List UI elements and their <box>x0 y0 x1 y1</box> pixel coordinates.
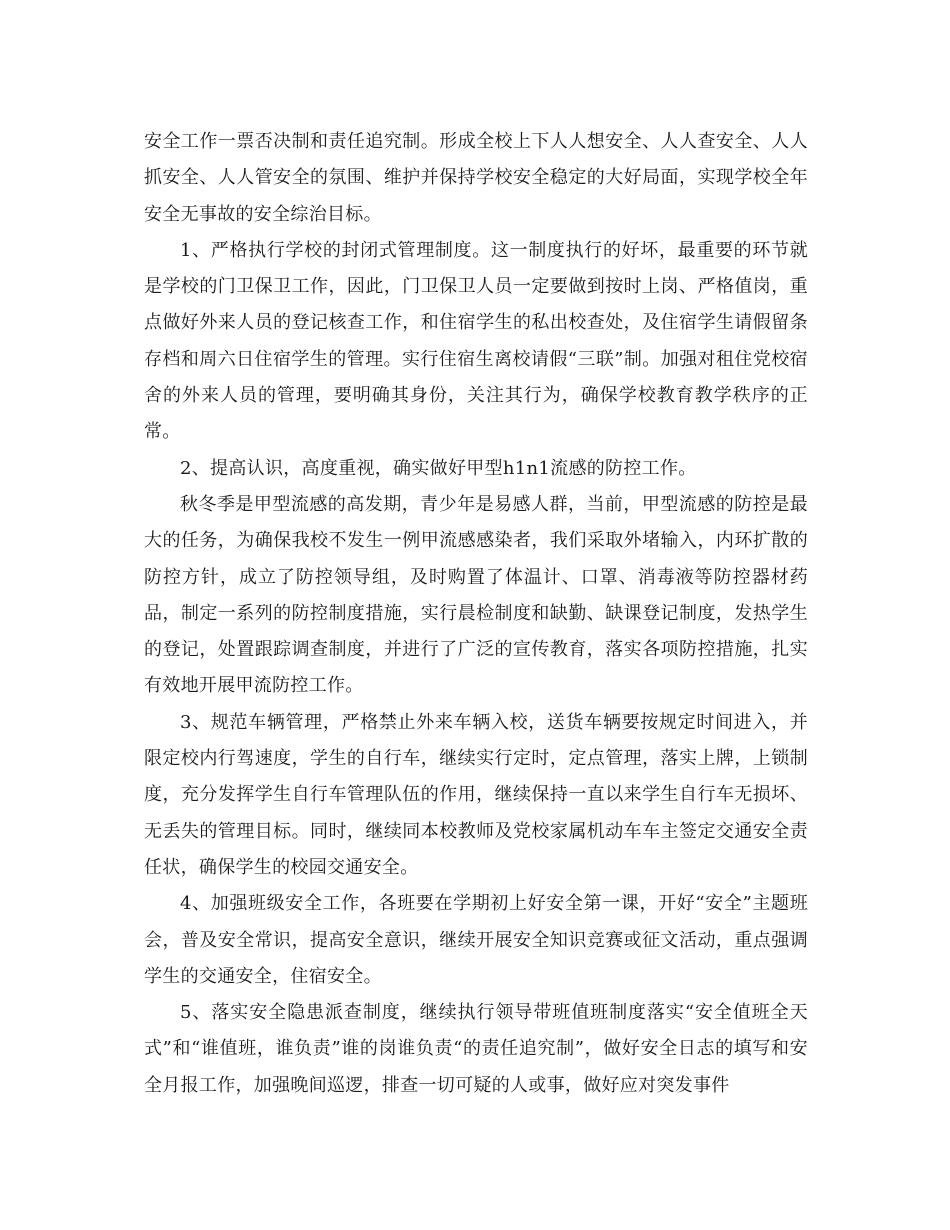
document-body <box>144 124 808 1104</box>
paragraph-item-2-heading: 2、提高认识，高度重视，确实做好甲型h1n1流感的防控工作。 <box>180 457 697 479</box>
paragraph-intro-continuation: 安全工作一票否决制和责任追究制。形成全校上下人人想安全、人人查安全、人人抓安全、人人管安全的氛围、维护并保持学校安全稳定的大好局面，实现学校全年安全无事故的安全综治目标。 <box>144 131 808 225</box>
paragraph-item-1-closed-management: 1、严格执行学校的封闭式管理制度。这一制度执行的好坏，最重要的环节就是学校的门卫保卫工作，因此，门卫保卫人员一定要做到按时上岗、严格值岗，重点做好外来人员的登记核查工作，和住宿学生的私出校查处，及住宿学生请假留条存档和周六日住宿学生的管理。实行住宿生离校请假“三联”制。加强对租住党校宿舍的外来人员的管理，要明确其身份，关注其行为，确保学校教育教学秩序的正常。 <box>144 239 808 443</box>
paragraph-item-5-hazard-inspection: 5、落实安全隐患派查制度，继续执行领导带班值班制度落实“安全值班全天式”和“谁值班，谁负责”谁的岗谁负责“的责任追究制”，做好安全日志的填写和安全月报工作，加强晚间巡逻，排查一切可疑的人或事，做好应对突发事件 <box>144 1002 808 1096</box>
paragraph-item-3-vehicle-management: 3、规范车辆管理，严格禁止外来车辆入校，送货车辆要按规定时间进入，并限定校内行驾速度，学生的自行车，继续实行定时，定点管理，落实上牌，上锁制度，充分发挥学生自行车管理队伍的作用，继续保持一直以来学生自行车无损坏、无丢失的管理目标。同时，继续同本校教师及党校家属机动车车主签定交通安全责任状，确保学生的校园交通安全。 <box>144 711 808 878</box>
paragraph-item-4-class-safety: 4、加强班级安全工作，各班要在学期初上好安全第一课，开好“安全”主题班会，普及安全常识，提高安全意识，继续开展安全知识竞赛或征文活动，重点强调学生的交通安全，住宿安全。 <box>144 893 808 987</box>
paragraph-item-2-flu-prevention: 秋冬季是甲型流感的高发期，青少年是易感人群，当前，甲型流感的防控是最大的任务，为确保我校不发生一例甲流感感染者，我们采取外堵输入，内环扩散的防控方针，成立了防控领导组，及时购置了体温计、口罩、消毒液等防控器材药品，制定一系列的防控制度措施，实行晨检制度和缺勤、缺课登记制度，发热学生的登记，处置跟踪调查制度，并进行了广泛的宣传教育，落实各项防控措施，扎实有效地开展甲流防控工作。 <box>144 493 808 697</box>
